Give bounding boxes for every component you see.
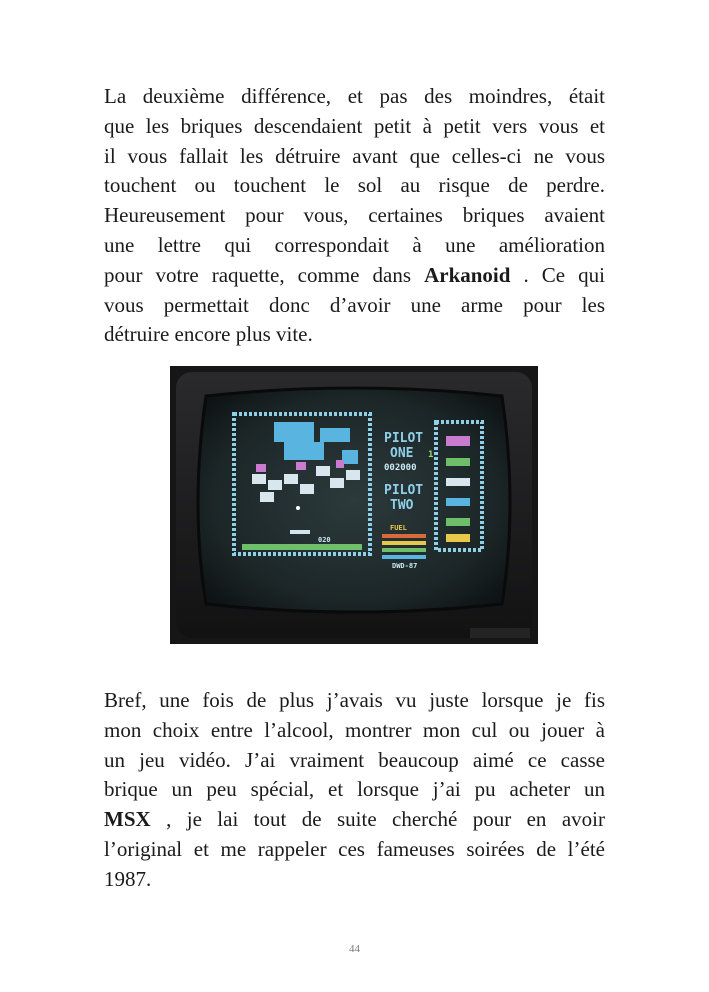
label-level: 020: [318, 536, 331, 544]
text-line: un jeu vidéo. J’ai vraiment beaucoup aimé ce casse: [104, 747, 605, 772]
text-line: brique un peu spécial, et lorsque j’ai pu acheter un: [104, 777, 605, 802]
page-number: 44: [349, 943, 360, 955]
text-line: Heureusement pour vous, certaines briques avaient: [104, 203, 605, 228]
paragraph-1: [104, 82, 605, 350]
label-pilot-one-2: ONE: [390, 446, 414, 461]
paragraph-2: [104, 686, 605, 895]
text-line: [104, 261, 605, 291]
game-title-arkanoid: Arkanoid: [424, 262, 511, 287]
text-line: 1987.: [104, 866, 152, 891]
text-line: une lettre qui correspondait à une amélioration: [104, 232, 605, 257]
text-line: touchent ou touchent le sol au risque de perdre.: [104, 173, 605, 198]
text-segment: . Ce qui: [510, 262, 605, 287]
text-line: mon choix entre l’alcool, montrer mon cul ou jouer à: [104, 717, 605, 742]
text-line: l’original et me rappeler ces fameuses soirées de l’été: [104, 836, 605, 861]
text-line: vous permettait donc d’avoir une arme pour les: [104, 292, 605, 317]
text-line: La deuxième différence, et pas des moindres, était: [104, 84, 605, 108]
label-copyright: DWD-87: [392, 562, 418, 570]
label-lives: 1: [428, 450, 434, 460]
computer-name-msx: MSX: [104, 807, 151, 832]
label-pilot-one-1: PILOT: [384, 431, 424, 446]
crt-monitor-illustration: [170, 366, 538, 644]
text-line: [104, 805, 605, 835]
text-line: détruire encore plus vite.: [104, 322, 313, 347]
text-segment: , je lai tout de suite cherché pour en avoir: [150, 807, 605, 832]
label-fuel: FUEL: [390, 524, 407, 532]
text-line: que les briques descendaient petit à petit vers vous et: [104, 113, 605, 138]
label-pilot-two-1: PILOT: [384, 483, 424, 498]
text-line: il vous fallait les détruire avant que celles-ci ne vous: [104, 143, 605, 168]
label-score: 002000: [384, 463, 417, 473]
text-segment: pour votre raquette, comme dans: [104, 262, 425, 287]
text-line: Bref, une fois de plus j’avais vu juste lorsque je fis: [104, 688, 605, 712]
game-screen-photo: [170, 366, 538, 644]
label-pilot-two-2: TWO: [390, 498, 414, 513]
